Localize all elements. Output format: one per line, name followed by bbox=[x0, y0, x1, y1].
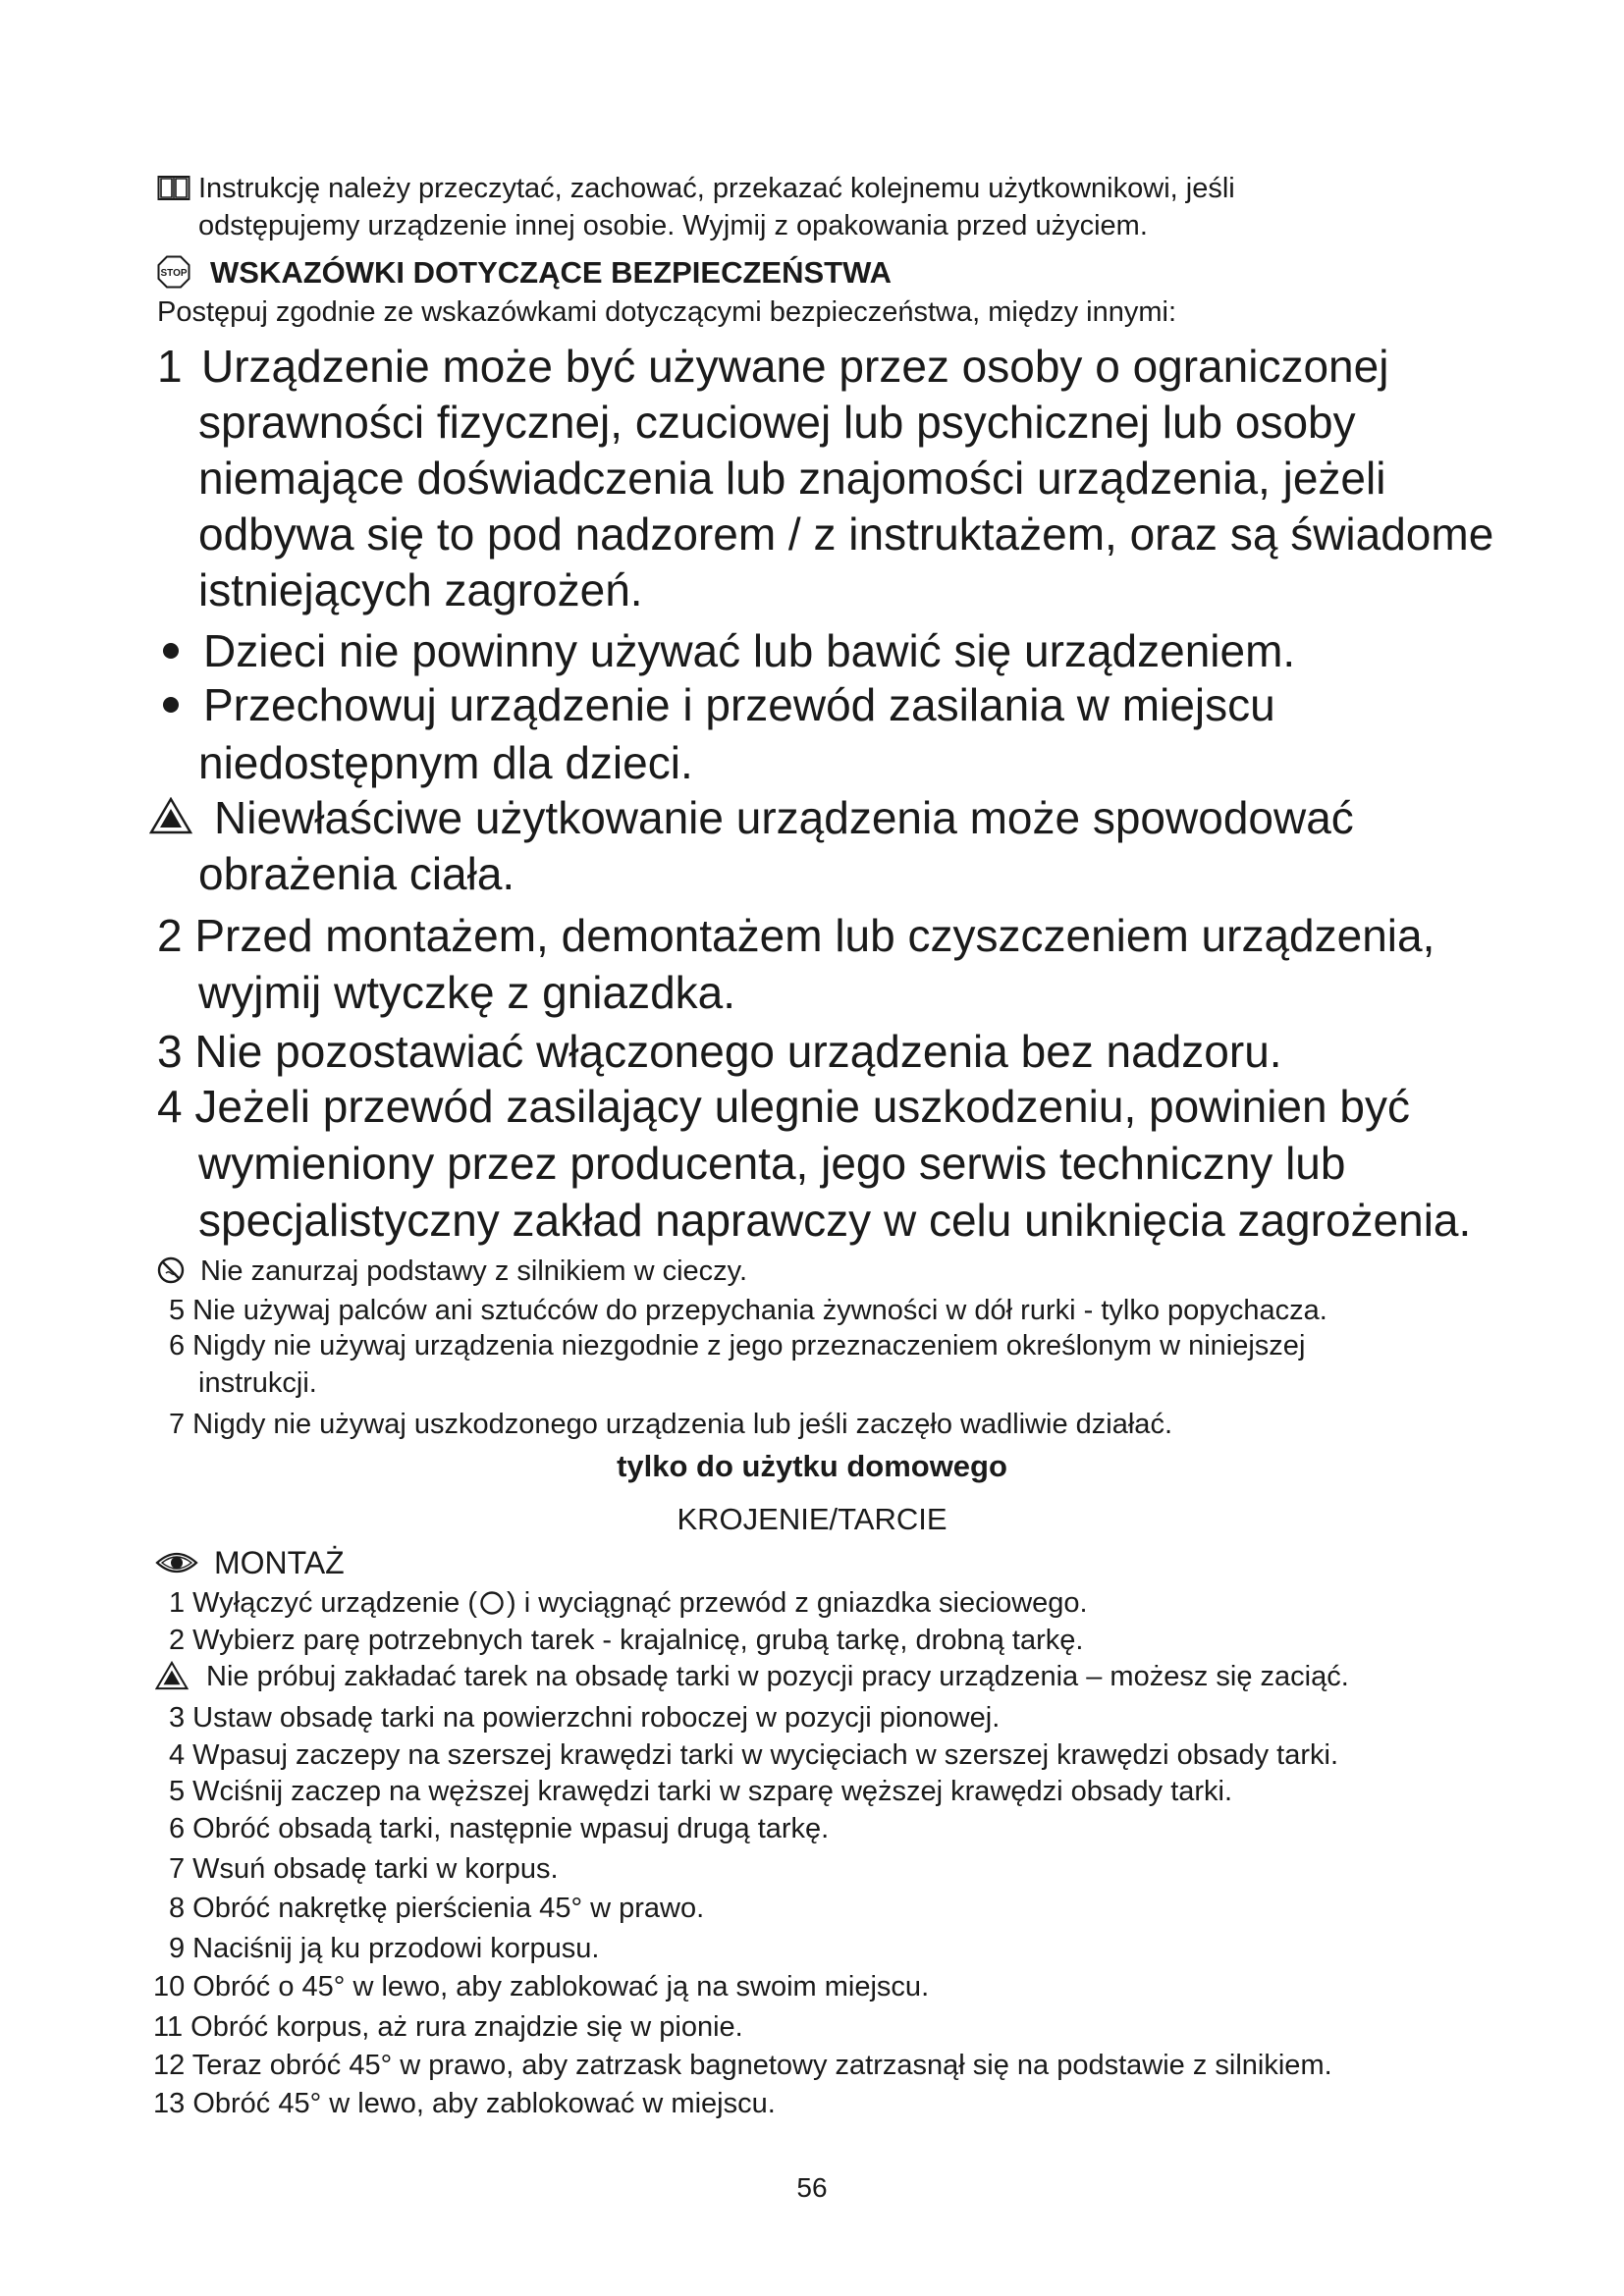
safety-item-7: 7 Nigdy nie używaj uszkodzonego urządzenia lub jeśli zaczęło wadliwie działać. bbox=[169, 1409, 1172, 1440]
safety-item-5: 5 Nie używaj palców ani sztućców do przepychania żywności w dół rurki - tylko popychacza. bbox=[169, 1295, 1327, 1326]
safety-item-1-line-2: sprawności fizycznej, czuciowej lub psychicznej lub osoby bbox=[198, 397, 1356, 448]
safety-bullet-2-line-1: Przechowuj urządzenie i przewód zasilania w miejscu bbox=[203, 679, 1275, 730]
slicing-heading: KROJENIE/TARCIE bbox=[677, 1502, 947, 1536]
eye-icon bbox=[155, 1548, 198, 1577]
safety-item-4-line-3: specjalistyczny zakład naprawczy w celu uniknięcia zagrożenia. bbox=[198, 1195, 1472, 1246]
assembly-step-13: 13 Obróć 45° w lewo, aby zablokować w miejscu. bbox=[153, 2088, 776, 2119]
safety-item-1-line-3: niemające doświadczenia lub znajomości urządzenia, jeżeli bbox=[198, 453, 1386, 504]
safety-item-2-line-2: wyjmij wtyczkę z gniazdka. bbox=[198, 967, 736, 1018]
assembly-step-12: 12 Teraz obróć 45° w prawo, aby zatrzask bagnetowy zatrzasnął się na podstawie z silnikiem. bbox=[153, 2050, 1332, 2081]
safety-item-1-line-5: istniejących zagrożeń. bbox=[198, 564, 643, 615]
assembly-step-11: 11 Obróć korpus, aż rura znajdzie się w pionie. bbox=[153, 2011, 743, 2043]
safety-item-6-line-1: 6 Nigdy nie używaj urządzenia niezgodnie z jego przeznaczeniem określonym w niniejszej bbox=[169, 1330, 1306, 1362]
warning-line-2: obrażenia ciała. bbox=[198, 848, 515, 899]
assembly-step-6: 6 Obróć obsadą tarki, następnie wpasuj drugą tarkę. bbox=[169, 1813, 830, 1844]
household-use-note: tylko do użytku domowego bbox=[617, 1449, 1007, 1483]
assembly-step-9: 9 Naciśnij ją ku przodowi korpusu. bbox=[169, 1933, 600, 1964]
bullet-dot-1 bbox=[163, 643, 179, 659]
no-immerse-icon bbox=[157, 1256, 185, 1284]
safety-intro: Postępuj zgodnie ze wskazówkami dotyczącymi bezpieczeństwa, między innymi: bbox=[157, 296, 1176, 328]
safety-item-6-line-2: instrukcji. bbox=[198, 1367, 317, 1399]
assembly-step-1-part-a: 1 Wyłączyć urządzenie ( bbox=[169, 1587, 478, 1619]
safety-bullet-2-line-2: niedostępnym dla dzieci. bbox=[198, 737, 693, 788]
assembly-heading: MONTAŻ bbox=[214, 1545, 345, 1580]
safety-item-4-line-1: 4 Jeżeli przewód zasilający ulegnie uszkodzeniu, powinien być bbox=[157, 1081, 1410, 1132]
assembly-step-1 bbox=[169, 1589, 1088, 1618]
safety-item-4-line-2: wymieniony przez producenta, jego serwis techniczny lub bbox=[198, 1138, 1346, 1189]
page-number: 56 bbox=[796, 2172, 828, 2203]
assembly-step-2: 2 Wybierz parę potrzebnych tarek - krajalnicę, grubą tarkę, drobną tarkę. bbox=[169, 1625, 1084, 1656]
assembly-step-3: 3 Ustaw obsadę tarki na powierzchni roboczej w pozycji pionowej. bbox=[169, 1702, 1001, 1734]
safety-item-3: 3 Nie pozostawiać włączonego urządzenia bez nadzoru. bbox=[157, 1026, 1282, 1077]
book-icon bbox=[157, 173, 190, 202]
safety-item-1-number: 1 bbox=[157, 341, 183, 392]
stop-sign-icon bbox=[157, 255, 190, 289]
safety-heading: WSKAZÓWKI DOTYCZĄCE BEZPIECZEŃSTWA bbox=[210, 255, 893, 290]
safety-item-2-line-1: 2 Przed montażem, demontażem lub czyszczeniem urządzenia, bbox=[157, 910, 1435, 961]
bullet-dot-2 bbox=[163, 697, 179, 713]
power-off-icon bbox=[479, 1590, 505, 1616]
assembly-step-1-part-b: ) i wyciągnąć przewód z gniazdka sieciowego. bbox=[507, 1587, 1088, 1619]
intro-line-2: odstępujemy urządzenie innej osobie. Wyjmij z opakowania przed użyciem. bbox=[198, 210, 1148, 241]
assembly-step-8: 8 Obróć nakrętkę pierścienia 45° w prawo. bbox=[169, 1893, 705, 1924]
warning-line-1: Niewłaściwe użytkowanie urządzenia może spowodować bbox=[214, 792, 1354, 843]
assembly-step-10: 10 Obróć o 45° w lewo, aby zablokować ją na swoim miejscu. bbox=[153, 1971, 930, 2002]
assembly-warning-icon bbox=[155, 1661, 189, 1690]
safety-item-1-line-4: odbywa się to pod nadzorem / z instruktażem, oraz są świadome bbox=[198, 508, 1494, 560]
stop-sign-label: STOP bbox=[160, 268, 188, 279]
intro-line-1: Instrukcję należy przeczytać, zachować, przekazać kolejnemu użytkownikowi, jeśli bbox=[198, 173, 1235, 204]
safety-item-1-line-1: Urządzenie może być używane przez osoby o ograniczonej bbox=[201, 341, 1389, 392]
safety-bullet-1: Dzieci nie powinny używać lub bawić się urządzeniem. bbox=[203, 625, 1296, 676]
no-immerse-text: Nie zanurzaj podstawy z silnikiem w cieczy. bbox=[200, 1255, 748, 1287]
assembly-step-7: 7 Wsuń obsadę tarki w korpus. bbox=[169, 1853, 559, 1885]
assembly-step-5: 5 Wciśnij zaczep na węższej krawędzi tarki w szparę węższej krawędzi obsady tarki. bbox=[169, 1776, 1233, 1807]
assembly-step-4: 4 Wpasuj zaczepy na szerszej krawędzi tarki w wycięciach w szerszej krawędzi obsady tarki. bbox=[169, 1739, 1339, 1771]
assembly-warning-text: Nie próbuj zakładać tarek na obsadę tarki w pozycji pracy urządzenia – możesz się zaciąć. bbox=[206, 1661, 1349, 1692]
warning-triangle-icon bbox=[149, 797, 192, 834]
